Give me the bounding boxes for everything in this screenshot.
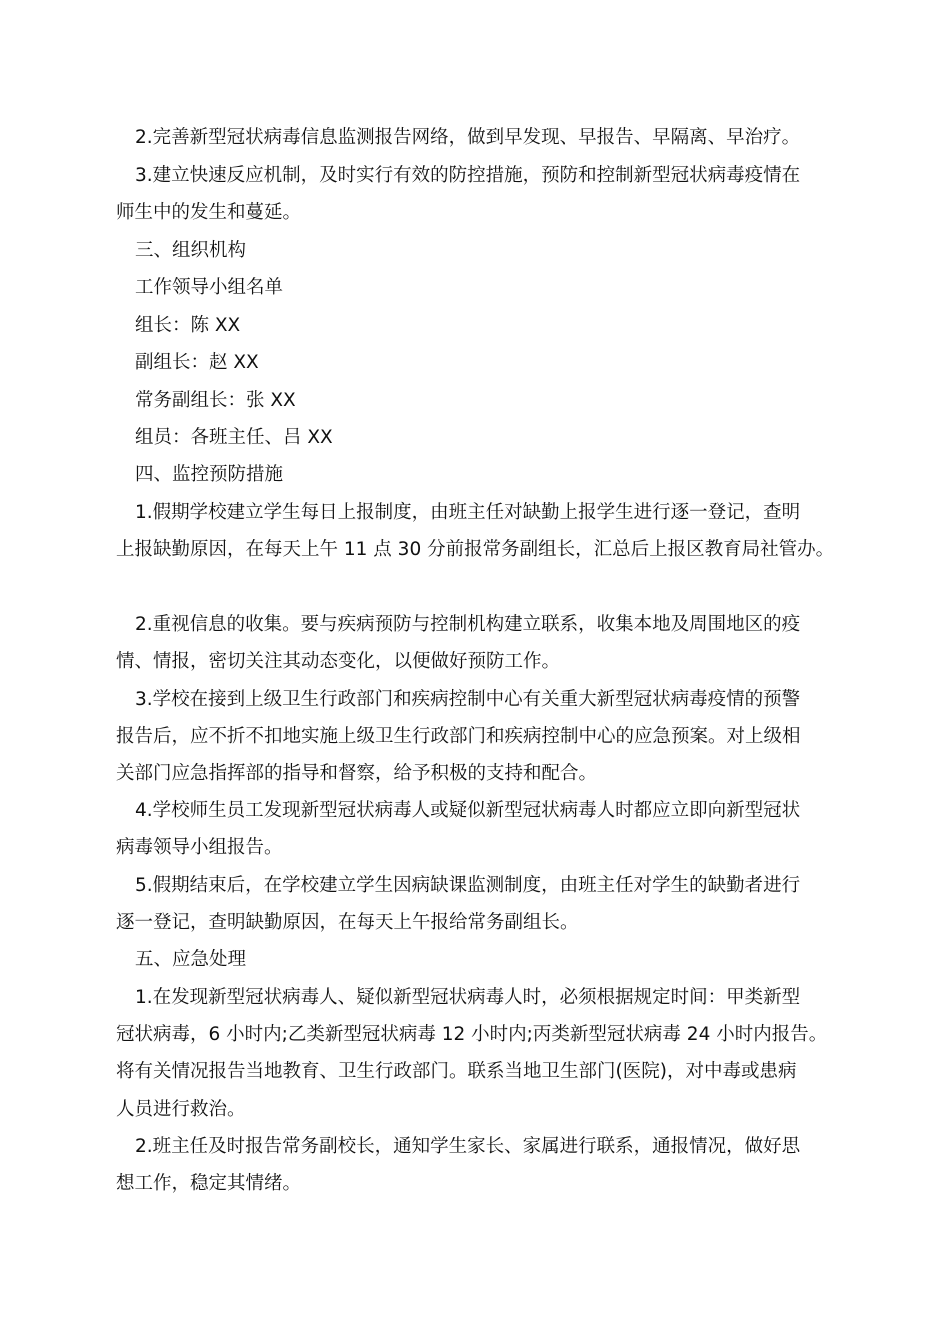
- paragraph-line: 冠状病毒，6 小时内;乙类新型冠状病毒 12 小时内;丙类新型冠状病毒 24 小时内报告。: [116, 1024, 828, 1045]
- paragraph-line: 3.学校在接到上级卫生行政部门和疾病控制中心有关重大新型冠状病毒疫情的预警: [135, 689, 801, 710]
- paragraph-line: 上报缺勤原因，在每天上午 11 点 30 分前报常务副组长，汇总后上报区教育局社管办。: [116, 539, 835, 560]
- paragraph-line: 情、情报，密切关注其动态变化，以便做好预防工作。: [116, 651, 561, 672]
- paragraph-line: 人员进行救治。: [116, 1099, 246, 1120]
- section-heading: 四、监控预防措施: [135, 464, 284, 485]
- paragraph-line: 副组长：赵 XX: [135, 352, 259, 373]
- paragraph-line: 病毒领导小组报告。: [116, 837, 283, 858]
- paragraph-line: 关部门应急指挥部的指导和督察，给予积极的支持和配合。: [116, 763, 598, 784]
- paragraph-line: 3.建立快速反应机制，及时实行有效的防控措施，预防和控制新型冠状病毒疫情在: [135, 165, 801, 186]
- paragraph-line: 想工作，稳定其情绪。: [116, 1173, 302, 1194]
- paragraph-line: 逐一登记，查明缺勤原因，在每天上午报给常务副组长。: [116, 912, 579, 933]
- paragraph-line: 1.假期学校建立学生每日上报制度，由班主任对缺勤上报学生进行逐一登记，查明: [135, 502, 801, 523]
- section-heading: 三、组织机构: [135, 240, 247, 261]
- paragraph-line: 将有关情况报告当地教育、卫生行政部门。联系当地卫生部门(医院)，对中毒或患病: [116, 1061, 797, 1082]
- paragraph-line: 1.在发现新型冠状病毒人、疑似新型冠状病毒人时，必须根据规定时间：甲类新型: [135, 987, 801, 1008]
- paragraph-line: 5.假期结束后，在学校建立学生因病缺课监测制度，由班主任对学生的缺勤者进行: [135, 875, 801, 896]
- paragraph-line: 组长：陈 XX: [135, 315, 241, 336]
- paragraph-line: 组员：各班主任、吕 XX: [135, 427, 333, 448]
- paragraph-line: 4.学校师生员工发现新型冠状病毒人或疑似新型冠状病毒人时都应立即向新型冠状: [135, 800, 801, 821]
- paragraph-line: 报告后，应不折不扣地实施上级卫生行政部门和疾病控制中心的应急预案。对上级相: [116, 726, 801, 747]
- paragraph-line: 工作领导小组名单: [135, 277, 284, 298]
- paragraph-line: 常务副组长：张 XX: [135, 390, 296, 411]
- paragraph-line: 2.班主任及时报告常务副校长，通知学生家长、家属进行联系，通报情况，做好思: [135, 1136, 801, 1157]
- paragraph-line: 2.重视信息的收集。要与疾病预防与控制机构建立联系，收集本地及周围地区的疫: [135, 614, 801, 635]
- paragraph-line: 师生中的发生和蔓延。: [116, 202, 302, 223]
- section-heading: 五、应急处理: [135, 949, 247, 970]
- paragraph-line: 2.完善新型冠状病毒信息监测报告网络，做到早发现、早报告、早隔离、早治疗。: [135, 127, 801, 148]
